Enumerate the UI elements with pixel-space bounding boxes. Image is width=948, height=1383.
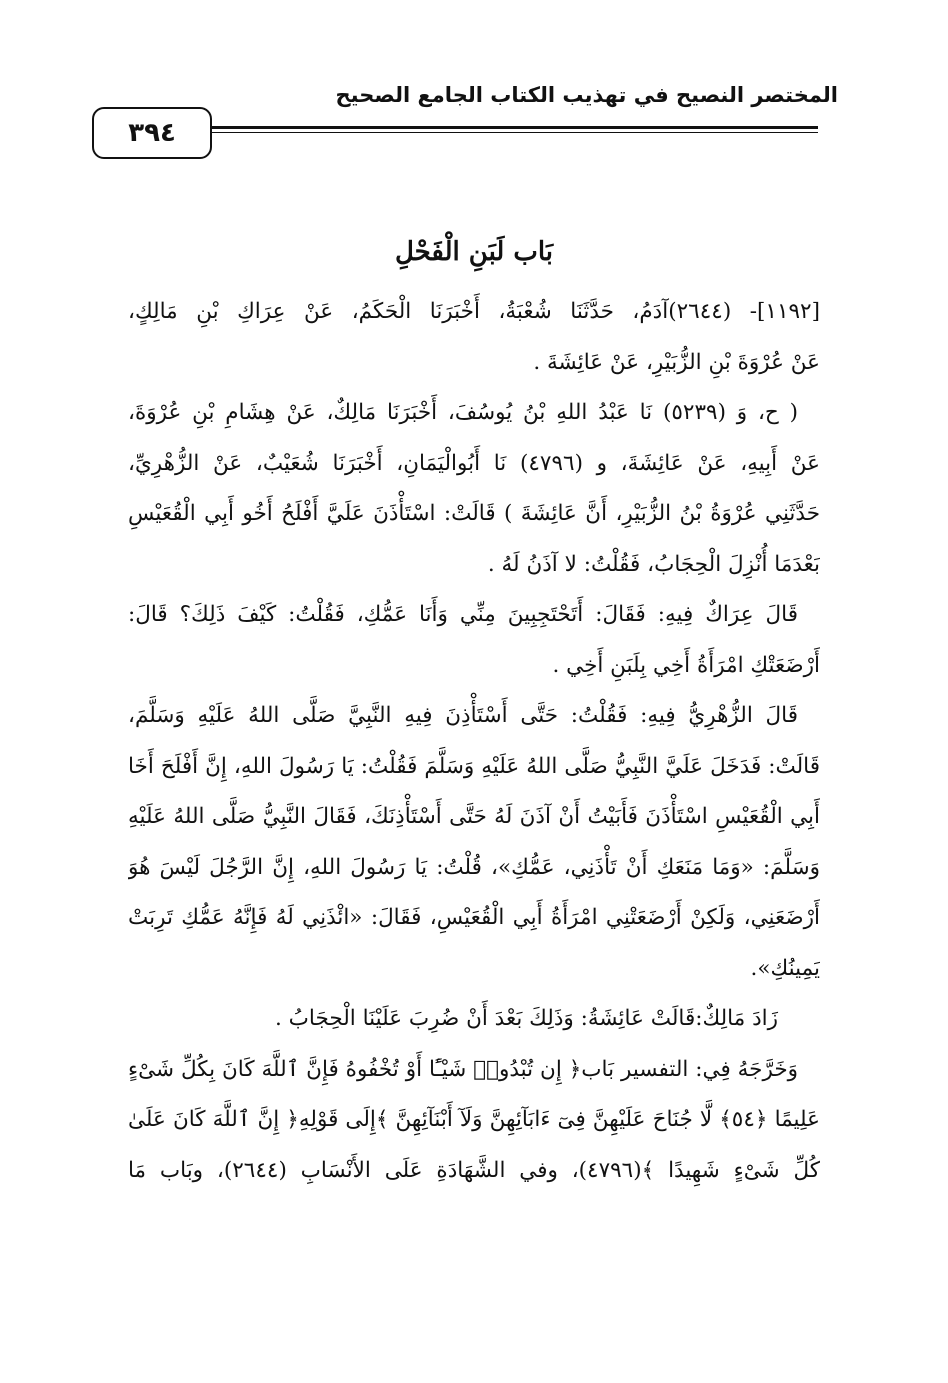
text-line: قَالَتْ: فَدَخَلَ عَلَيَّ النَّبِيُّ صَلَّى اللهُ عَلَيْهِ وَسَلَّمَ فَقُلْتُ: يَا رَسُولَ اللهِ، إِنَّ أَفْلَحَ أَخَا [128,753,820,779]
text-line: عَلِيمًا ﴿٥٤﴾ لَّا جُنَاحَ عَلَيْهِنَّ فِىٓ ءَابَآئِهِنَّ وَلَآ أَبْنَآئِهِنَّ ﴾إِلَى قَوْلِهِ﴿ إِنَّ ٱللَّهَ كَانَ عَلَىٰ [128,1107,820,1132]
text-line: زَادَ مَالِكٌ:قَالَتْ عَائِشَةُ: وَذَلِكَ بَعْدَ أَنْ ضُرِبَ عَلَيْنَا الْحِجَابُ . [275,1006,778,1031]
text-line: أَرْضَعَنِي، وَلَكِنْ أَرْضَعَتْنِي امْرَأَةُ أَبِي الْقُعَيْسِ، فَقَالَ: «ائْذَنِي لَهُ فَإِنَّهُ عَمُّكِ تَرِبَتْ [128,905,820,930]
running-head: المختصر النصيح في تهذيب الكتاب الجامع الصحيح [335,83,838,107]
text-line: عَنْ أَبِيهِ، عَنْ عَائِشَةَ، و (٤٧٩٦) نَا أَبُوالْيَمَانِ، أَخْبَرَنَا شُعَيْبٌ، عَنْ الزُّهْرِيِّ، [128,450,820,476]
text-line: بَعْدَمَا أُنْزِلَ الْحِجَابُ، فَقُلْتُ: لا آذَنُ لَهُ . [487,551,820,577]
text-line: حَدَّثَنِي عُرْوَةُ بْنُ الزُّبَيْرِ، أَنَّ عَائِشَةَ ) قَالَتْ: اسْتَأْذَنَ عَلَيَّ أَفْلَحُ أَخُو أَبِي الْقُعَيْسِ [128,501,820,526]
text-line: يَمِينُكِ». [750,955,820,981]
text-line: كُلِّ شَىْءٍ شَهِيدًا ﴾(٤٧٩٦)، وفي الشَّهَادَةِ عَلَى الأَنْسَابِ (٢٦٤٤)، وبَاب مَا [128,1157,820,1183]
text-line: قَالَ الزُّهْرِيُّ فِيهِ: فَقُلْتُ: حَتَّى أَسْتَأْذِنَ فِيهِ النَّبِيَّ صَلَّى اللهُ عَلَيْهِ وَسَلَّمَ، [128,703,798,728]
text-line: أَبِي الْقُعَيْسِ اسْتَأْذَنَ فَأَبَيْتُ أَنْ آذَنَ لَهُ حَتَّى أَسْتَأْذِنَكَ، فَقَالَ النَّبِيُّ صَلَّى اللهُ عَلَيْهِ [128,804,820,829]
text-line: قَالَ عِرَاكٌ فِيهِ: فَقَالَ: أَتَحْتَجِبِينَ مِنِّي وَأَنَا عَمُّكِ، فَقُلْتُ: كَيْفَ ذَلِكَ؟ قَالَ: [128,602,798,627]
text-line: ( ح، وَ (٥٢٣٩) نَا عَبْدُ اللهِ بْنُ يُوسُفَ، أَخْبَرَنَا مَالِكٌ، عَنْ هِشَامِ بْنِ عُرْوَةَ، [128,400,798,425]
page-number-box [92,107,212,159]
text-line: وَخَرَّجَهُ فِي: التفسير بَاب﴿ إِن تُبْدُوا۟ شَيْـًٔا أَوْ تُخْفُوهُ فَإِنَّ ٱللَّهَ كَانَ بِكُلِّ شَىْءٍ [128,1056,798,1082]
text-line: وَسَلَّمَ: «وَمَا مَنَعَكِ أَنْ تَأْذَنِي، عَمُّكِ»، قُلْتُ: يَا رَسُولَ اللهِ، إِنَّ الرَّجُلَ لَيْسَ هُوَ [128,854,820,880]
chapter-title: بَاب لَبَنِ الْفَحْلِ [394,237,554,267]
text-line: [١١٩٢]- (٢٦٤٤)آدَمُ، حَدَّثَنَا شُعْبَةُ، أَخْبَرَنَا الْحَكَمُ، عَنْ عِرَاكِ بْنِ مَالِكٍ، [128,299,820,324]
body-text [128,287,820,1196]
text-line: أَرْضَعَتْكِ امْرَأَةُ أَخِي بِلَبَنِ أَخِي . [552,652,820,678]
text-line: عَنْ عُرْوَةَ بْنِ الزُّبَيْرِ، عَنْ عَائِشَةَ . [533,349,820,375]
page-number: ٣٩٤ [128,118,176,148]
